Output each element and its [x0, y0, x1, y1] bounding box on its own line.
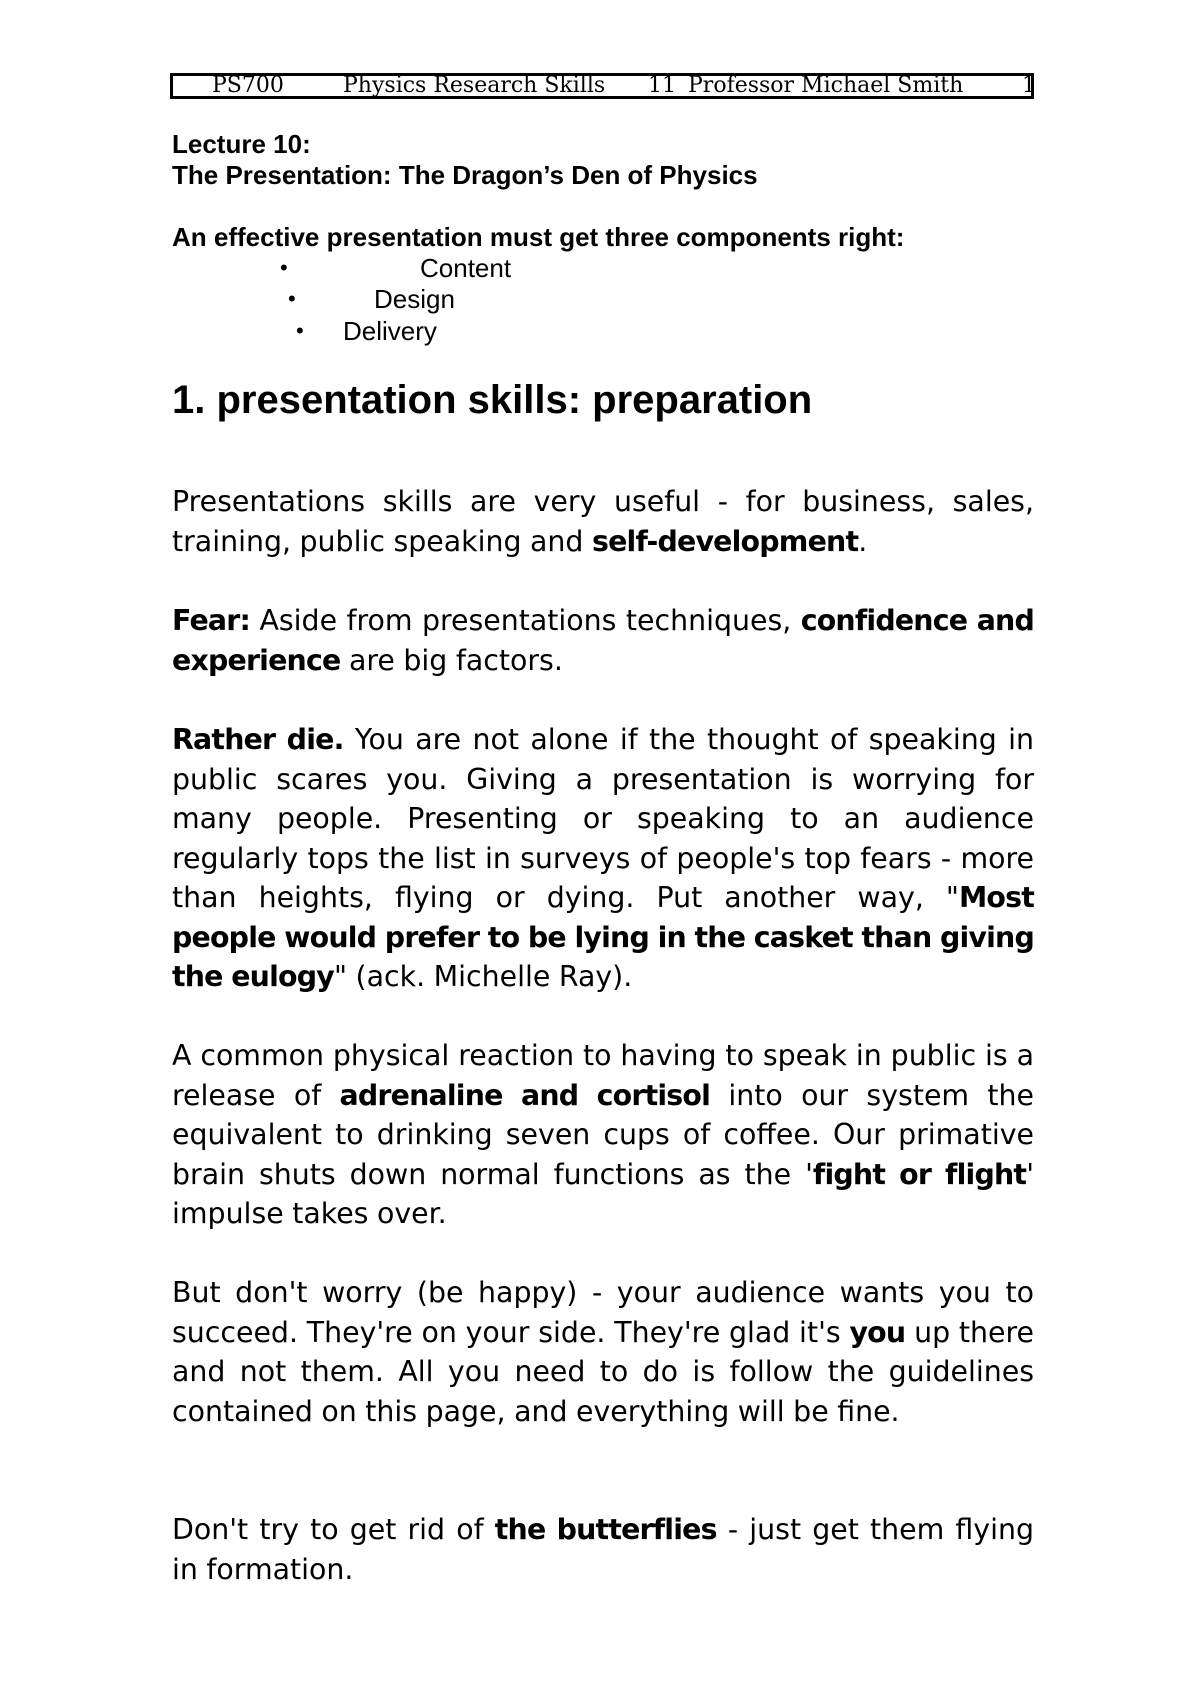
header-professor: Professor Michael Smith: [688, 73, 964, 98]
p3-text-2: " (ack. Michelle Ray).: [333, 960, 633, 993]
bullet-3: •: [296, 318, 304, 343]
p2-text-1: Aside from presentations techniques,: [250, 604, 801, 637]
section-heading: 1. presentation skills: preparation: [172, 378, 813, 422]
paragraph-dont-worry: [172, 1273, 1034, 1431]
p2-bold-2: confidence and experience: [172, 604, 1034, 677]
page-header: [170, 73, 1034, 99]
p3-text-1: You are not alone if the thought of speaking in public scares you. Giving a presentation is worrying for many people. Presenting or speaking to an audience regularly tops the list in surveys of people's top fears - more than heights, flying or dying. Put another way, ": [172, 723, 1034, 914]
paragraph-rather-die: [172, 720, 1034, 997]
component-delivery: Delivery: [343, 316, 437, 346]
p5-bold-1: you: [849, 1315, 906, 1349]
p6-bold-1: the butterflies: [494, 1513, 717, 1546]
p4-bold-1: adrenaline and cortisol: [339, 1078, 711, 1112]
p1-text-2: .: [858, 524, 868, 558]
p5-text-1: But don't worry (be happy) - your audience wants you to succeed. They're on your side. They're glad it's: [172, 1276, 1034, 1349]
bullet-2: •: [288, 286, 296, 311]
bullet-1: •: [280, 255, 288, 280]
p6-text-1: Don't try to get rid of: [172, 1513, 495, 1546]
p4-text-2: into our system the equivalent to drinking seven cups of coffee. Our primative brain shuts down normal functions as the ': [172, 1078, 1034, 1191]
header-page-number: 1: [1022, 73, 1036, 98]
p5-text-2: up there and not them. All you need to do is follow the guidelines contained on this page, and everything will be fine.: [172, 1315, 1034, 1428]
paragraph-physical-reaction: [172, 1036, 1034, 1234]
header-course-code: PS700: [212, 73, 284, 98]
component-content: Content: [420, 253, 512, 283]
paragraph-fear: [172, 601, 1034, 680]
p4-text-1: A common physical reaction to having to speak in public is a release of: [172, 1039, 1034, 1112]
lecture-number: Lecture 10:: [172, 129, 311, 159]
p1-bold-1: self-development: [591, 524, 859, 558]
header-number: 11: [648, 73, 676, 98]
p3-bold-1: Rather die.: [172, 723, 344, 756]
intro-line: An effective presentation must get three components right:: [172, 222, 905, 252]
p6-text-2: - just get them flying in formation.: [172, 1513, 1035, 1586]
p4-text-3: ' impulse takes over.: [172, 1157, 1034, 1230]
p1-text-1: Presentations skills are very useful - for business, sales, training, public speaking and: [172, 485, 1034, 558]
p4-bold-2: fight or flight: [812, 1157, 1027, 1191]
p2-text-2: are big factors.: [340, 643, 563, 677]
paragraph-butterflies: [172, 1510, 1034, 1589]
header-course-title: Physics Research Skills: [343, 73, 606, 98]
paragraph-usefulness: [172, 482, 1034, 561]
lecture-title: The Presentation: The Dragon’s Den of Physics: [172, 160, 758, 190]
p2-bold-1: Fear:: [172, 604, 251, 637]
p3-bold-2: Most people would prefer to be lying in the casket than giving the eulogy: [172, 881, 1034, 993]
component-design: Design: [374, 284, 455, 314]
